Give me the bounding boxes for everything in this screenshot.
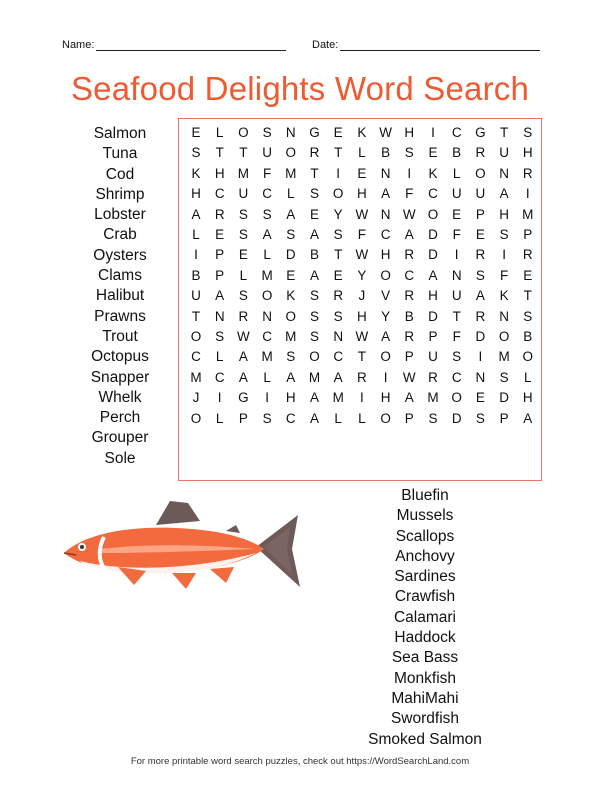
word-item: Snapper bbox=[90, 368, 150, 386]
grid-letter: L bbox=[215, 410, 224, 426]
grid-letter: L bbox=[215, 125, 224, 140]
grid-letter: S bbox=[262, 206, 272, 222]
grid-letter: U bbox=[451, 186, 462, 202]
grid-letter: O bbox=[380, 267, 391, 283]
grid-letter: T bbox=[357, 349, 367, 365]
grid-letter: L bbox=[287, 186, 295, 202]
grid-letter: P bbox=[475, 206, 485, 222]
word-item: Monkfish bbox=[393, 669, 457, 687]
grid-letter: L bbox=[192, 227, 200, 242]
grid-letter: S bbox=[238, 288, 248, 304]
grid-letter: O bbox=[309, 349, 320, 365]
grid-letter: G bbox=[309, 125, 320, 140]
grid-letter: I bbox=[217, 390, 222, 406]
grid-letter: S bbox=[262, 125, 272, 140]
grid-letter: O bbox=[498, 329, 510, 344]
grid-letter: F bbox=[499, 267, 509, 283]
grid-letter: A bbox=[215, 288, 225, 304]
grid-letter: D bbox=[285, 247, 296, 263]
grid-letter: E bbox=[357, 165, 367, 181]
word-item: Clams bbox=[98, 267, 142, 285]
grid-letter: C bbox=[428, 186, 438, 202]
grid-letter: M bbox=[522, 206, 534, 222]
word-item: Oysters bbox=[93, 246, 147, 264]
grid-letter: N bbox=[499, 308, 509, 324]
grid-letter: L bbox=[358, 145, 366, 161]
grid-letter: O bbox=[475, 165, 486, 181]
grid-letter: S bbox=[215, 329, 225, 344]
word-item: Scallops bbox=[395, 527, 455, 545]
grid-letter: C bbox=[285, 410, 296, 426]
grid-letter: E bbox=[333, 267, 343, 283]
word-item: Haddock bbox=[394, 629, 456, 647]
grid-letter: J bbox=[192, 390, 200, 406]
grid-letter: B bbox=[404, 308, 414, 324]
grid-letter: B bbox=[309, 247, 319, 263]
grid-letter: W bbox=[355, 247, 369, 263]
word-item: Sea Bass bbox=[391, 649, 459, 667]
grid-letter: U bbox=[499, 145, 509, 161]
grid-letter: A bbox=[238, 369, 248, 385]
grid-letter: C bbox=[404, 267, 415, 283]
grid-letter: F bbox=[452, 227, 461, 242]
grid-letter: O bbox=[190, 410, 202, 426]
grid-letter: T bbox=[499, 125, 509, 140]
grid-letter: I bbox=[525, 186, 530, 202]
grid-letter: P bbox=[238, 410, 248, 426]
grid-letter: E bbox=[191, 125, 201, 140]
grid-letter: L bbox=[358, 410, 366, 426]
grid-letter: I bbox=[383, 369, 388, 385]
grid-letter: A bbox=[428, 267, 438, 283]
grid-letter: T bbox=[334, 145, 343, 161]
grid-letter: A bbox=[404, 390, 414, 406]
grid-letter: I bbox=[360, 390, 364, 406]
word-item: Trout bbox=[102, 327, 138, 345]
grid-letter: O bbox=[427, 206, 439, 222]
grid-letter: H bbox=[380, 247, 391, 263]
grid-letter: R bbox=[404, 329, 415, 344]
grid-letter: M bbox=[308, 369, 321, 385]
grid-letter: S bbox=[309, 308, 319, 324]
grid-letter: O bbox=[451, 390, 462, 406]
grid-letter: H bbox=[428, 288, 438, 304]
grid-letter: G bbox=[475, 125, 486, 140]
grid-letter: A bbox=[499, 186, 509, 202]
grid-letter: E bbox=[238, 247, 248, 263]
grid-letter: F bbox=[262, 165, 272, 181]
grid-letter: P bbox=[404, 410, 414, 426]
grid-letter: R bbox=[404, 288, 415, 304]
grid-letter: P bbox=[404, 349, 414, 365]
grid-letter: S bbox=[523, 125, 533, 140]
grid-letter: T bbox=[191, 308, 201, 324]
grid-letter: H bbox=[214, 165, 225, 181]
grid-letter: D bbox=[475, 329, 486, 344]
grid-letter: S bbox=[286, 227, 296, 242]
grid-letter: M bbox=[427, 390, 439, 406]
grid-letter: S bbox=[309, 186, 319, 202]
grid-letter: N bbox=[380, 206, 391, 222]
grid-letter: E bbox=[523, 267, 533, 283]
date-label: Date: bbox=[312, 39, 339, 51]
grid-letter: J bbox=[358, 288, 366, 304]
grid-letter: O bbox=[380, 410, 391, 426]
grid-letter: H bbox=[522, 390, 533, 406]
grid-letter: L bbox=[524, 369, 532, 385]
grid-letter: R bbox=[214, 206, 225, 222]
grid-letter: R bbox=[333, 288, 344, 304]
grid-letter: B bbox=[191, 267, 201, 283]
word-item: MahiMahi bbox=[391, 689, 459, 707]
grid-letter: A bbox=[309, 410, 319, 426]
grid-letter: M bbox=[285, 329, 297, 344]
grid-letter: W bbox=[379, 125, 392, 140]
grid-letter: N bbox=[262, 308, 272, 324]
grid-letter: D bbox=[451, 410, 462, 426]
grid-letter: I bbox=[407, 165, 412, 181]
grid-letter: C bbox=[380, 227, 391, 242]
grid-letter: R bbox=[522, 165, 533, 181]
grid-letter: W bbox=[402, 206, 416, 222]
grid-letter: S bbox=[428, 410, 438, 426]
grid-letter: S bbox=[523, 308, 533, 324]
grid-letter: W bbox=[237, 329, 250, 344]
grid-letter: N bbox=[475, 369, 486, 385]
grid-letter: O bbox=[522, 349, 534, 365]
grid-letter: S bbox=[452, 349, 462, 365]
grid-letter: R bbox=[475, 145, 486, 161]
grid-letter: S bbox=[309, 329, 319, 344]
grid-letter: S bbox=[499, 227, 509, 242]
grid-letter: E bbox=[475, 390, 485, 406]
grid-letter: M bbox=[261, 267, 273, 283]
grid-letter: A bbox=[286, 369, 296, 385]
grid-letter: D bbox=[428, 227, 438, 242]
grid-letter: U bbox=[262, 145, 272, 161]
grid-letter: I bbox=[336, 165, 341, 181]
grid-letter: A bbox=[191, 206, 201, 222]
grid-letter: I bbox=[265, 390, 269, 406]
grid-letter: L bbox=[263, 369, 271, 385]
grid-letter: S bbox=[238, 227, 248, 242]
grid-letter: A bbox=[238, 349, 248, 365]
grid-letter: K bbox=[191, 165, 201, 181]
word-item: Bluefin bbox=[401, 487, 449, 504]
grid-letter: M bbox=[498, 349, 510, 365]
word-item: Swordfish bbox=[390, 710, 460, 728]
grid-letter: C bbox=[333, 349, 344, 365]
grid-letter: O bbox=[285, 308, 297, 324]
grid-letter: T bbox=[215, 145, 224, 161]
grid-letter: I bbox=[502, 247, 506, 263]
grid-letter: A bbox=[309, 227, 319, 242]
grid-letter: G bbox=[238, 390, 249, 406]
grid-letter: N bbox=[333, 329, 344, 344]
grid-letter: R bbox=[357, 369, 367, 385]
grid-letter: H bbox=[357, 186, 367, 202]
grid-letter: S bbox=[404, 145, 414, 161]
word-item: Anchovy bbox=[395, 547, 455, 565]
grid-letter: I bbox=[478, 349, 483, 365]
word-item: Sole bbox=[104, 449, 136, 467]
grid-letter: N bbox=[499, 165, 509, 181]
dorsal-fin bbox=[156, 501, 200, 525]
grid-letter: K bbox=[499, 288, 509, 304]
grid-letter: E bbox=[215, 227, 225, 242]
word-item: Smoked Salmon bbox=[368, 730, 482, 748]
grid-letter: R bbox=[475, 247, 486, 263]
grid-letter: R bbox=[522, 247, 533, 263]
grid-letter: N bbox=[380, 165, 391, 181]
name-line[interactable] bbox=[96, 38, 286, 51]
grid-letter: E bbox=[286, 267, 296, 283]
word-item: Octopus bbox=[91, 348, 149, 366]
grid-letter: T bbox=[452, 308, 461, 324]
grid-letter: A bbox=[262, 227, 272, 242]
grid-letter: C bbox=[214, 369, 225, 385]
grid-letter: A bbox=[286, 206, 296, 222]
word-list-right bbox=[355, 486, 495, 750]
grid-letter: I bbox=[454, 247, 459, 263]
grid-letter: Y bbox=[357, 267, 367, 283]
word-item: Crab bbox=[103, 226, 137, 244]
grid-letter: P bbox=[428, 329, 438, 344]
grid-letter: Y bbox=[333, 206, 343, 222]
grid-letter: E bbox=[309, 206, 319, 222]
grid-letter: N bbox=[451, 267, 462, 283]
grid-letter: A bbox=[309, 390, 319, 406]
grid-letter: T bbox=[334, 247, 343, 263]
grid-letter: H bbox=[285, 390, 296, 406]
grid-letter: C bbox=[451, 125, 462, 140]
word-item: Cod bbox=[105, 165, 135, 183]
grid-letter: F bbox=[357, 227, 367, 242]
grid-letter: S bbox=[499, 369, 509, 385]
grid-letter: U bbox=[451, 288, 462, 304]
word-item: Prawns bbox=[94, 307, 146, 325]
grid-letter: D bbox=[428, 247, 438, 263]
grid-letter: E bbox=[452, 206, 462, 222]
grid-letter: M bbox=[285, 165, 297, 181]
letter-grid bbox=[178, 118, 542, 481]
grid-letter: S bbox=[309, 288, 319, 304]
grid-letter: E bbox=[333, 125, 343, 140]
grid-letter: E bbox=[428, 145, 438, 161]
grid-letter: A bbox=[475, 288, 485, 304]
grid-letter: D bbox=[499, 390, 509, 406]
grid-letter: B bbox=[452, 145, 462, 161]
grid-letter: V bbox=[381, 288, 391, 304]
word-item: Grouper bbox=[91, 429, 149, 447]
grid-letter: O bbox=[261, 288, 273, 304]
grid-letter: C bbox=[451, 369, 462, 385]
word-item: Perch bbox=[99, 409, 141, 427]
grid-letter: H bbox=[191, 186, 201, 202]
grid-letter: L bbox=[215, 349, 224, 365]
word-item: Calamari bbox=[393, 608, 456, 626]
grid-letter: T bbox=[239, 145, 248, 161]
name-label: Name: bbox=[62, 39, 95, 51]
grid-letter: S bbox=[333, 227, 343, 242]
grid-letter: R bbox=[309, 145, 320, 161]
grid-letter: W bbox=[355, 329, 369, 344]
word-item: Whelk bbox=[98, 388, 142, 406]
grid-letter: S bbox=[475, 267, 485, 283]
date-line[interactable] bbox=[340, 38, 540, 51]
word-list-left bbox=[70, 124, 170, 469]
grid-letter: S bbox=[286, 349, 296, 365]
grid-letter: R bbox=[475, 308, 486, 324]
adipose-fin bbox=[226, 525, 240, 533]
word-item: Shrimp bbox=[95, 185, 145, 203]
grid-letter: S bbox=[191, 145, 201, 161]
grid-letter: N bbox=[214, 308, 225, 324]
grid-letter: N bbox=[285, 125, 296, 140]
grid-letter: K bbox=[357, 125, 367, 140]
grid-letter: A bbox=[381, 186, 391, 202]
salmon-fish-illustration bbox=[60, 495, 306, 597]
grid-letter: U bbox=[191, 288, 201, 304]
grid-letter: I bbox=[194, 247, 198, 263]
grid-letter: P bbox=[523, 227, 533, 242]
grid-letter: U bbox=[475, 186, 486, 202]
grid-letter: M bbox=[332, 390, 344, 406]
word-item: Halibut bbox=[95, 287, 145, 305]
word-item: Tuna bbox=[102, 145, 138, 163]
footer-text: For more printable word search puzzles, check out https://WordSearchLand.com bbox=[130, 756, 470, 767]
grid-letter: C bbox=[191, 349, 201, 365]
grid-letter: T bbox=[310, 165, 319, 181]
name-field[interactable] bbox=[62, 38, 286, 51]
grid-letter: O bbox=[380, 349, 391, 365]
grid-letter: O bbox=[190, 329, 202, 344]
grid-letter: K bbox=[428, 165, 438, 181]
grid-letter: B bbox=[523, 329, 533, 344]
grid-letter: C bbox=[214, 186, 225, 202]
grid-letter: U bbox=[238, 186, 249, 202]
grid-letter: P bbox=[499, 410, 509, 426]
grid-letter: S bbox=[238, 206, 248, 222]
grid-letter: C bbox=[262, 329, 272, 344]
grid-letter: A bbox=[404, 227, 414, 242]
grid-letter: L bbox=[334, 410, 342, 426]
grid-letter: P bbox=[215, 247, 225, 263]
grid-letter: Y bbox=[381, 308, 391, 324]
grid-letter: K bbox=[286, 288, 296, 304]
grid-letter: W bbox=[402, 369, 416, 385]
grid-letter: D bbox=[428, 308, 438, 324]
grid-letter: F bbox=[452, 329, 461, 344]
grid-letter: H bbox=[522, 145, 533, 161]
grid-letter: A bbox=[333, 369, 343, 385]
word-item: Crawfish bbox=[394, 588, 456, 606]
grid-letter: R bbox=[428, 369, 438, 385]
grid-letter: H bbox=[357, 308, 367, 324]
grid-letter: H bbox=[499, 206, 509, 222]
grid-letter: P bbox=[215, 267, 225, 283]
grid-letter: O bbox=[285, 145, 297, 161]
grid-letter: O bbox=[332, 186, 344, 202]
grid-letter: S bbox=[262, 410, 272, 426]
grid-letter: I bbox=[431, 125, 435, 140]
grid-letter: M bbox=[261, 349, 273, 365]
grid-letter: S bbox=[333, 308, 343, 324]
grid-letter: C bbox=[262, 186, 272, 202]
grid-letter: L bbox=[239, 267, 248, 283]
grid-letter: R bbox=[238, 308, 249, 324]
grid-letter: F bbox=[405, 186, 414, 202]
word-item: Lobster bbox=[94, 206, 146, 224]
date-field[interactable] bbox=[312, 38, 540, 51]
grid-letter: A bbox=[309, 267, 319, 283]
grid-letter: O bbox=[238, 125, 249, 140]
grid-letter: W bbox=[355, 206, 369, 222]
grid-letter: U bbox=[428, 349, 438, 365]
grid-letter: S bbox=[475, 410, 485, 426]
grid-letter: B bbox=[381, 145, 391, 161]
grid-letter: M bbox=[190, 369, 202, 385]
grid-letter: H bbox=[380, 390, 391, 406]
grid-letter: L bbox=[263, 247, 271, 263]
grid-letter: A bbox=[523, 410, 533, 426]
grid-letter: L bbox=[452, 165, 461, 181]
grid-letter: R bbox=[404, 247, 415, 263]
word-item: Salmon bbox=[93, 125, 147, 142]
word-item: Sardines bbox=[394, 568, 456, 586]
grid-letter: A bbox=[381, 329, 391, 344]
page-title: Seafood Delights Word Search bbox=[70, 70, 530, 107]
grid-letter: H bbox=[404, 125, 415, 140]
grid-letter: E bbox=[475, 227, 485, 242]
grid-letter: T bbox=[523, 288, 532, 304]
word-item: Mussels bbox=[396, 507, 454, 525]
grid-letter: M bbox=[237, 165, 250, 181]
